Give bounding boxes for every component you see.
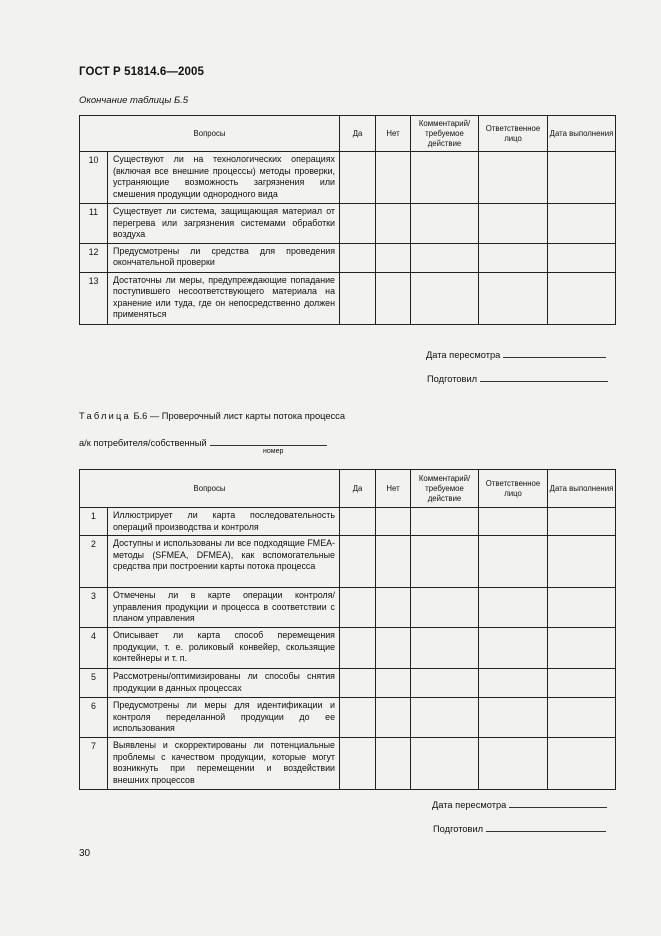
prepared-by-line	[433, 824, 606, 834]
cell-date[interactable]	[548, 272, 616, 324]
cell-comment[interactable]	[411, 738, 479, 790]
row-question: Отмечены ли в карте операции контроля/ управления продукции и процесса в соответствии с планом управления	[108, 588, 340, 628]
page-number: 30	[79, 848, 91, 859]
cell-no[interactable]	[376, 272, 411, 324]
cell-no[interactable]	[376, 243, 411, 272]
table-row	[80, 738, 616, 790]
table-row	[80, 698, 616, 738]
table-b5	[79, 115, 616, 325]
row-number: 4	[80, 628, 108, 669]
col-header-no: Нет	[376, 116, 411, 152]
row-number: 13	[80, 272, 108, 324]
cell-comment[interactable]	[411, 628, 479, 669]
col-header-questions: Вопросы	[80, 470, 340, 508]
col-header-comment: Комментарий/ требуемое действие	[411, 116, 479, 152]
table-row	[80, 628, 616, 669]
cell-responsible[interactable]	[479, 204, 548, 244]
table-row	[80, 588, 616, 628]
row-number: 5	[80, 669, 108, 698]
col-header-date: Дата выполнения	[548, 116, 616, 152]
table-row	[80, 536, 616, 588]
cell-comment[interactable]	[411, 243, 479, 272]
cell-yes[interactable]	[340, 738, 376, 790]
cell-no[interactable]	[376, 536, 411, 588]
cell-yes[interactable]	[340, 152, 376, 204]
row-question: Выявлены и скорректированы ли потенциальные проблемы с качеством продукции, которые могут возникнуть при перемещении и воздействии внешних процессов	[108, 738, 340, 790]
row-number: 7	[80, 738, 108, 790]
row-number: 3	[80, 588, 108, 628]
table-b6-caption	[79, 411, 345, 421]
cell-yes[interactable]	[340, 204, 376, 244]
row-question: Описывает ли карта способ перемещения продукции, т. е. роликовый конвейер, скользящие контейнеры и т. п.	[108, 628, 340, 669]
row-question: Существуют ли на технологических операциях (включая все внешние процессы) методы проверки, устраняющие возможность загрязнения или смешения продукции однородного вида	[108, 152, 340, 204]
revision-date-line	[426, 350, 606, 360]
row-number: 11	[80, 204, 108, 244]
cell-no[interactable]	[376, 508, 411, 536]
col-header-comment: Комментарий/ требуемое действие	[411, 470, 479, 508]
row-question: Предусмотрены ли меры для идентификации и контроля переделанной продукции до ее использования	[108, 698, 340, 738]
revision-date-field[interactable]	[509, 806, 607, 808]
cell-date[interactable]	[548, 508, 616, 536]
table-b5-header-row	[80, 116, 616, 152]
cell-yes[interactable]	[340, 272, 376, 324]
cell-no[interactable]	[376, 152, 411, 204]
table-b6-caption-title: Б.6 — Проверочный лист карты потока процесса	[133, 411, 345, 421]
owner-number-label: а/к потребителя/собственный	[79, 438, 207, 448]
table-b6-caption-prefix: Таблица	[79, 411, 131, 421]
cell-comment[interactable]	[411, 272, 479, 324]
cell-responsible[interactable]	[479, 698, 548, 738]
cell-yes[interactable]	[340, 698, 376, 738]
cell-date[interactable]	[548, 243, 616, 272]
cell-responsible[interactable]	[479, 152, 548, 204]
cell-date[interactable]	[548, 628, 616, 669]
table-b6-header-row	[80, 470, 616, 508]
row-number: 1	[80, 508, 108, 536]
cell-comment[interactable]	[411, 588, 479, 628]
cell-date[interactable]	[548, 152, 616, 204]
owner-number-field[interactable]	[210, 444, 327, 446]
row-number: 12	[80, 243, 108, 272]
table-b5-caption: Окончание таблицы Б.5	[79, 95, 189, 106]
cell-responsible[interactable]	[479, 669, 548, 698]
revision-date-field[interactable]	[503, 356, 606, 358]
table-row	[80, 669, 616, 698]
row-question: Достаточны ли меры, предупреждающие попадание поступившего несоответствующего материала на хранение или туда, где он непосредственно должен применяться	[108, 272, 340, 324]
col-header-yes: Да	[340, 470, 376, 508]
prepared-by-label: Подготовил	[427, 374, 478, 384]
prepared-by-line	[427, 374, 608, 384]
cell-responsible[interactable]	[479, 272, 548, 324]
col-header-no: Нет	[376, 470, 411, 508]
revision-date-label: Дата пересмотра	[426, 350, 501, 360]
table-b6	[79, 469, 616, 790]
col-header-yes: Да	[340, 116, 376, 152]
prepared-by-label: Подготовил	[433, 824, 484, 834]
col-header-date: Дата выполнения	[548, 470, 616, 508]
cell-comment[interactable]	[411, 669, 479, 698]
cell-comment[interactable]	[411, 508, 479, 536]
cell-date[interactable]	[548, 669, 616, 698]
cell-yes[interactable]	[340, 669, 376, 698]
cell-responsible[interactable]	[479, 536, 548, 588]
table-row	[80, 204, 616, 244]
table-row	[80, 243, 616, 272]
cell-comment[interactable]	[411, 204, 479, 244]
cell-comment[interactable]	[411, 698, 479, 738]
cell-responsible[interactable]	[479, 243, 548, 272]
cell-no[interactable]	[376, 698, 411, 738]
cell-no[interactable]	[376, 628, 411, 669]
table-row	[80, 152, 616, 204]
cell-no[interactable]	[376, 204, 411, 244]
table-row	[80, 272, 616, 324]
cell-responsible[interactable]	[479, 628, 548, 669]
col-header-questions: Вопросы	[80, 116, 340, 152]
cell-date[interactable]	[548, 588, 616, 628]
revision-date-label: Дата пересмотра	[432, 800, 507, 810]
cell-no[interactable]	[376, 738, 411, 790]
cell-no[interactable]	[376, 669, 411, 698]
cell-yes[interactable]	[340, 243, 376, 272]
cell-responsible[interactable]	[479, 588, 548, 628]
row-question: Рассмотрены/оптимизированы ли способы снятия продукции в данных процессах	[108, 669, 340, 698]
cell-responsible[interactable]	[479, 508, 548, 536]
cell-date[interactable]	[548, 536, 616, 588]
cell-date[interactable]	[548, 204, 616, 244]
owner-number-line	[79, 438, 327, 448]
row-number: 6	[80, 698, 108, 738]
cell-responsible[interactable]	[479, 738, 548, 790]
cell-yes[interactable]	[340, 508, 376, 536]
cell-yes[interactable]	[340, 536, 376, 588]
cell-date[interactable]	[548, 698, 616, 738]
table-row	[80, 508, 616, 536]
cell-no[interactable]	[376, 588, 411, 628]
prepared-by-field[interactable]	[486, 830, 606, 832]
cell-date[interactable]	[548, 738, 616, 790]
revision-date-line	[432, 800, 607, 810]
cell-yes[interactable]	[340, 628, 376, 669]
cell-yes[interactable]	[340, 588, 376, 628]
row-number: 10	[80, 152, 108, 204]
row-number: 2	[80, 536, 108, 588]
document-header: ГОСТ Р 51814.6—2005	[79, 66, 204, 78]
cell-comment[interactable]	[411, 152, 479, 204]
col-header-responsible: Ответственное лицо	[479, 116, 548, 152]
prepared-by-field[interactable]	[480, 380, 608, 382]
row-question: Предусмотрены ли средства для проведения окончательной проверки	[108, 243, 340, 272]
row-question: Иллюстрирует ли карта последовательность операций производства и контроля	[108, 508, 340, 536]
col-header-responsible: Ответственное лицо	[479, 470, 548, 508]
cell-comment[interactable]	[411, 536, 479, 588]
owner-number-sublabel: номер	[263, 448, 284, 455]
row-question: Доступны и использованы ли все подходящие FMEA-методы (SFMEA, DFMEA), как вспомогательные средства при построении карты потока процесса	[108, 536, 340, 588]
row-question: Существует ли система, защищающая материал от перегрева или загрязнения системами обработки воздуха	[108, 204, 340, 244]
